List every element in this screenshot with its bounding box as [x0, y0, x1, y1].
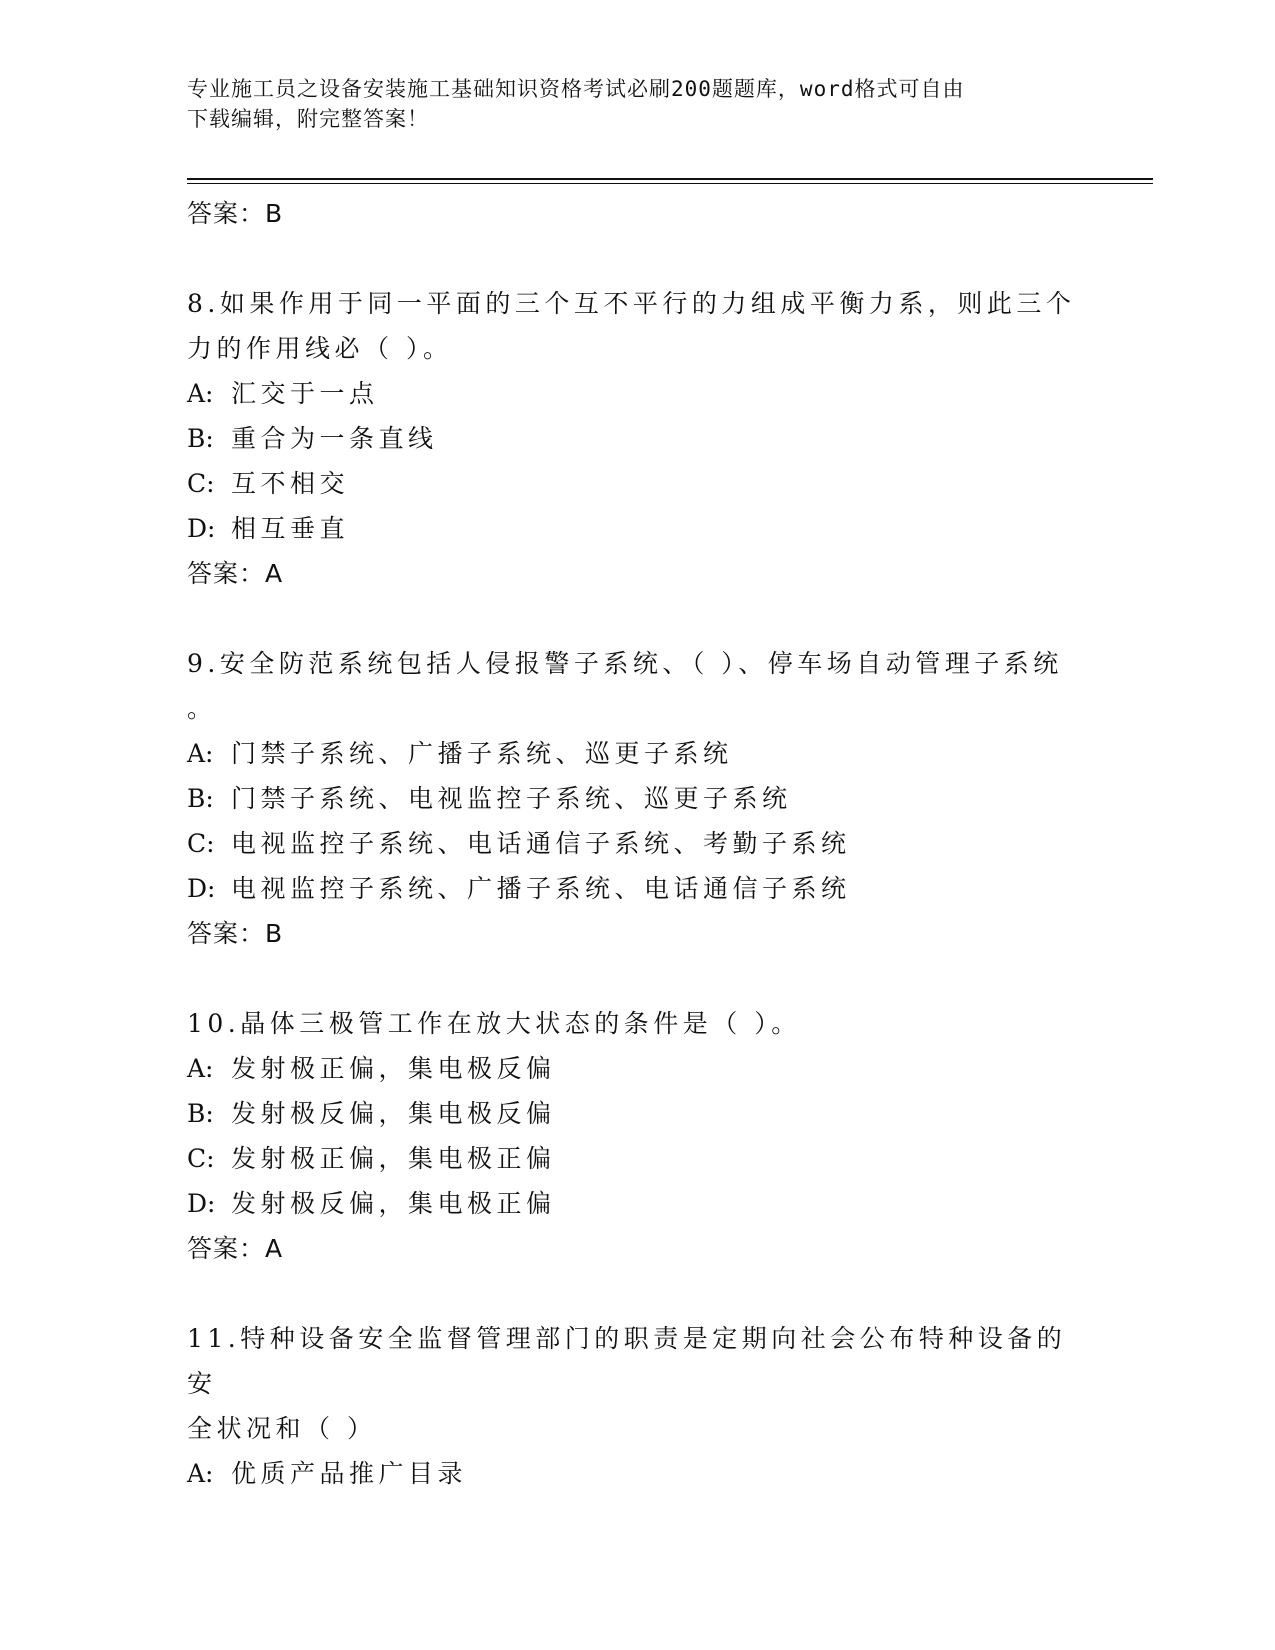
option-b: [187, 416, 1087, 461]
option-text: 优质产品推广目录: [231, 1459, 468, 1488]
question-11: [187, 1316, 1087, 1496]
question-stem: [187, 641, 1087, 731]
question-stem: [187, 1001, 1087, 1046]
spacer: [187, 597, 1087, 641]
option-b: [187, 776, 1087, 821]
option-text: 发射极反偏，集电极反偏: [231, 1099, 556, 1128]
spacer: [187, 237, 1087, 281]
option-key: D:: [187, 874, 216, 903]
option-key: B:: [187, 424, 214, 453]
option-text: 发射极正偏，集电极反偏: [231, 1054, 556, 1083]
stem-line: 。: [187, 694, 217, 723]
option-a: [187, 1046, 1087, 1091]
document-header: [187, 74, 1067, 134]
question-stem: [187, 1316, 1087, 1451]
option-text: 门禁子系统、广播子系统、巡更子系统: [231, 739, 733, 768]
option-key: D:: [187, 1189, 216, 1218]
option-key: C:: [187, 469, 215, 498]
question-8: [187, 281, 1087, 597]
option-d: [187, 1181, 1087, 1226]
stem-line: 8.如果作用于同一平面的三个互不平行的力组成平衡力系，则此三个: [187, 289, 1076, 318]
stem-line: 力的作用线必（ ）。: [187, 334, 453, 363]
spacer: [187, 957, 1087, 1001]
option-key: D:: [187, 514, 216, 543]
stem-line: 全状况和（ ）: [187, 1414, 377, 1443]
question-stem: [187, 281, 1087, 371]
answer-line: 答案：B: [187, 919, 284, 948]
option-key: C:: [187, 1144, 215, 1173]
option-key: A:: [187, 1054, 214, 1083]
option-text: 门禁子系统、电视监控子系统、巡更子系统: [231, 784, 792, 813]
option-key: A:: [187, 739, 214, 768]
option-c: [187, 1136, 1087, 1181]
stem-line: 11.特种设备安全监督管理部门的职责是定期向社会公布特种设备的安: [187, 1324, 1067, 1398]
option-key: A:: [187, 1459, 214, 1488]
previous-answer: 答案：B: [187, 199, 284, 228]
option-text: 汇交于一点: [231, 379, 379, 408]
stem-line: 10.晶体三极管工作在放大状态的条件是（ ）。: [187, 1009, 801, 1038]
question-list: [187, 191, 1087, 1496]
option-c: [187, 461, 1087, 506]
spacer: [187, 1272, 1087, 1316]
option-key: B:: [187, 1099, 214, 1128]
header-title-line-1: 专业施工员之设备安装施工基础知识资格考试必刷200题题库，word格式可自由: [187, 77, 965, 101]
option-d: [187, 506, 1087, 551]
option-text: 发射极反偏，集电极正偏: [231, 1189, 556, 1218]
answer-line: 答案：A: [187, 1234, 284, 1263]
option-text: 互不相交: [231, 469, 350, 498]
option-d: [187, 866, 1087, 911]
stem-line: 9.安全防范系统包括人侵报警子系统、（ ）、停车场自动管理子系统: [187, 649, 1063, 678]
header-title-line-2: 下载编辑，附完整答案！: [187, 107, 429, 131]
option-key: A:: [187, 379, 214, 408]
option-c: [187, 821, 1087, 866]
header-rule-thin: [187, 183, 1153, 184]
option-text: 发射极正偏，集电极正偏: [231, 1144, 556, 1173]
option-a: [187, 731, 1087, 776]
option-text: 电视监控子系统、广播子系统、电话通信子系统: [231, 874, 851, 903]
header-rule-thick: [187, 178, 1153, 180]
option-key: C:: [187, 829, 215, 858]
option-b: [187, 1091, 1087, 1136]
option-text: 重合为一条直线: [231, 424, 438, 453]
answer-line: 答案：A: [187, 559, 284, 588]
option-text: 相互垂直: [231, 514, 350, 543]
option-a: [187, 371, 1087, 416]
option-text: 电视监控子系统、电话通信子系统、考勤子系统: [231, 829, 851, 858]
question-10: [187, 1001, 1087, 1272]
option-key: B:: [187, 784, 214, 813]
question-9: [187, 641, 1087, 957]
option-a: [187, 1451, 1087, 1496]
